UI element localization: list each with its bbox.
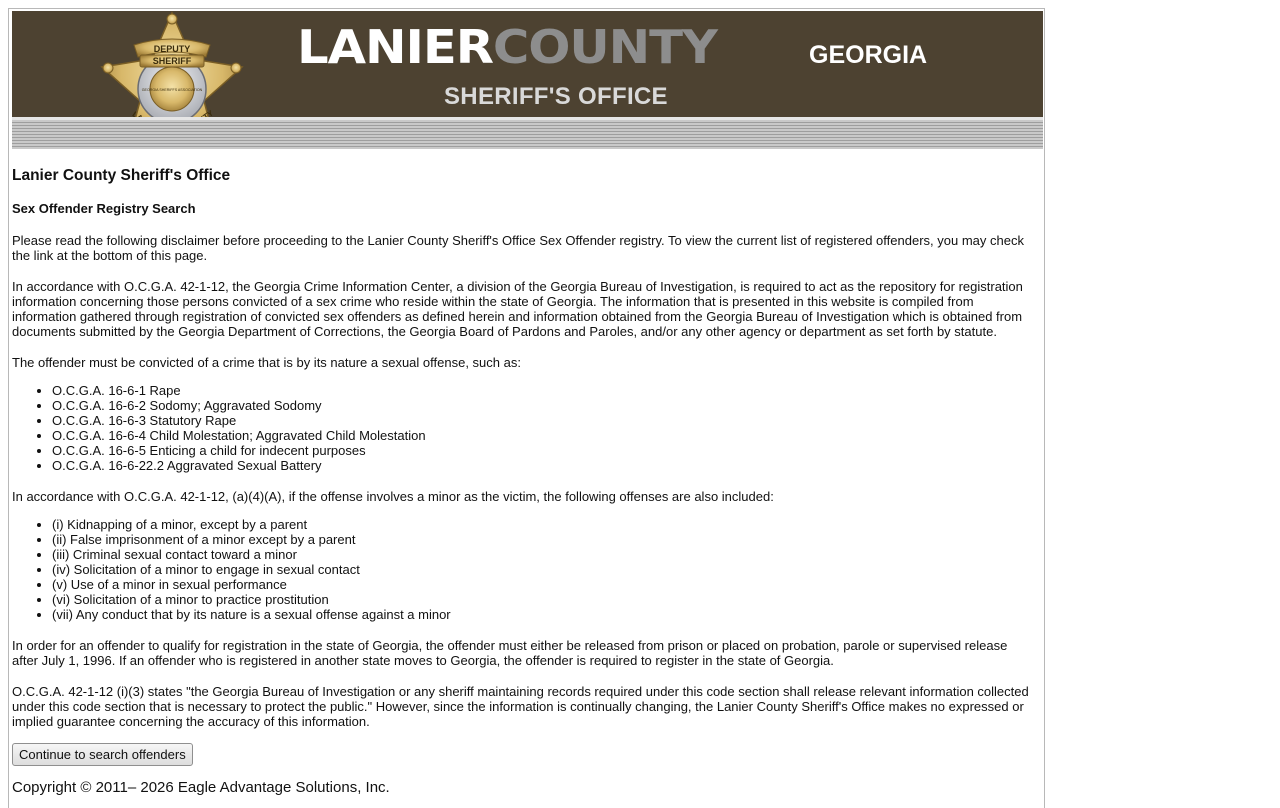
intro-paragraph: Please read the following disclaimer before proceeding to the Lanier County Sheriff's Office Sex Offender registry. To view the current list of registered offenders, you may check the link at the bottom of this page. [12,233,1024,263]
minor-offense-list [12,517,1036,622]
list-item: • (v) Use of a minor in sexual performance [52,577,1036,592]
badge-ring-text: GEORGIA SHERIFFS ASSOCIATION [141,88,203,92]
offense-intro-paragraph: The offender must be convicted of a crime that is by its nature a sexual offense, such as: [12,355,521,370]
page-title: Lanier County Sheriff's Office [12,167,231,184]
minor-intro-paragraph: In accordance with O.C.G.A. 42-1-12, (a)(4)(A), if the offense involves a minor as the victim, the following offenses are also included: [12,489,774,504]
copyright-text: Copyright © 2011– 2026 Eagle Advantage Solutions, Inc. [12,779,390,796]
list-item: • O.C.G.A. 16-6-1 Rape [52,383,1036,398]
list-item: • (vii) Any conduct that by its nature is a sexual offense against a minor [52,607,1036,622]
header-banner [12,11,1043,149]
list-item: • O.C.G.A. 16-6-2 Sodomy; Aggravated Sodomy [52,398,1036,413]
continue-button[interactable]: Continue to search offenders [12,743,193,766]
main-content [12,165,1036,797]
list-item: • (ii) False imprisonment of a minor except by a parent [52,532,1036,547]
release-paragraph: O.C.G.A. 42-1-12 (i)(3) states "the Georgia Bureau of Investigation or any sheriff maintaining records required under this code section shall release relevant information collected under this code section that is necessary to protect the public." However, since the information is continually changing, the Lanier County Sheriff's Office makes no expressed or implied guarantee concerning the accuracy of this information. [12,684,1029,729]
banner-title [297,19,717,75]
badge-top-text: DEPUTY [153,44,191,54]
list-item: • O.C.G.A. 16-6-5 Enticing a child for indecent purposes [52,443,1036,458]
banner-title-county: COUNTY [492,20,717,74]
list-item: • (vi) Solicitation of a minor to practice prostitution [52,592,1036,607]
banner-state: GEORGIA [809,41,928,69]
offense-list [12,383,1036,473]
banner-title-lanier: LANIER [297,20,493,74]
section-subtitle: Sex Offender Registry Search [12,201,196,216]
list-item: • (i) Kidnapping of a minor, except by a parent [52,517,1036,532]
badge-ribbon-text: SHERIFF [152,56,192,66]
qualify-paragraph: In order for an offender to qualify for registration in the state of Georgia, the offender must either be released from prison or placed on probation, parole or supervised release after July 1, 1996. If an offender who is registered in another state moves to Georgia, the offender is required to register in the state of Georgia. [12,638,1008,668]
list-item: • O.C.G.A. 16-6-4 Child Molestation; Aggravated Child Molestation [52,428,1036,443]
list-item: • (iii) Criminal sexual contact toward a minor [52,547,1036,562]
banner-office: SHERIFF'S OFFICE [444,83,668,110]
banner-stripes [12,120,1043,149]
accordance-paragraph: In accordance with O.C.G.A. 42-1-12, the Georgia Crime Information Center, a division of the Georgia Bureau of Investigation, is required to act as the repository for registration information concerning those persons convicted of a sex crime who reside within the state of Georgia. The information that is presented in this website is compiled from information gathered through registration of convicted sex offenders as defined herein and information obtained from the Georgia Bureau of Investigation which is obtained from documents submitted by the Georgia Department of Corrections, the Georgia Board of Pardons and Paroles, and/or any other agency or department as set forth by statute. [12,279,1023,339]
list-item: • O.C.G.A. 16-6-22.2 Aggravated Sexual Battery [52,458,1036,473]
list-item: • (iv) Solicitation of a minor to engage in sexual contact [52,562,1036,577]
list-item: • O.C.G.A. 16-6-3 Statutory Rape [52,413,1036,428]
